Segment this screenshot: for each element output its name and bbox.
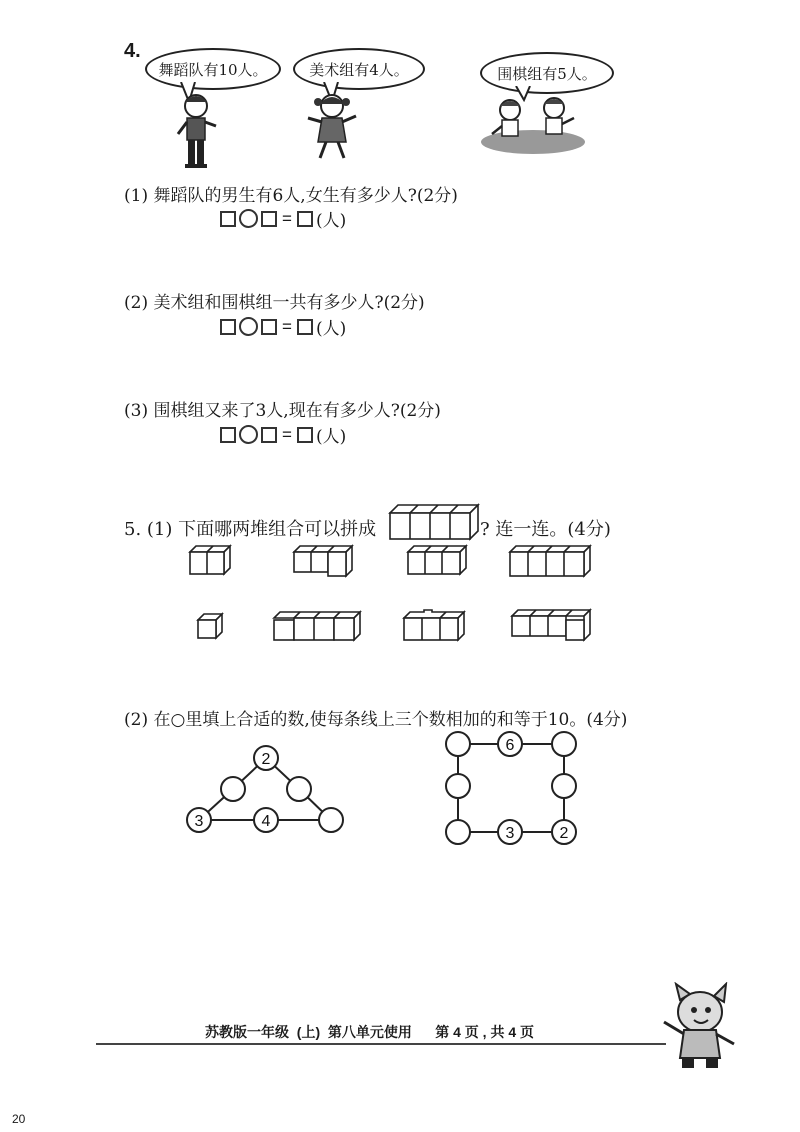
circle-node-empty[interactable] — [319, 808, 343, 832]
question-5-1-prefix: 5. (1) 下面哪两堆组合可以拼成 — [124, 519, 377, 540]
speech-bubble-art-text: 美术组有4人。 — [309, 60, 409, 79]
question-5-1-suffix: ? 连一连。(4分) — [480, 519, 611, 540]
answer-box[interactable] — [297, 427, 313, 443]
speech-bubble-art — [293, 48, 425, 90]
equation-4-1 — [220, 206, 346, 231]
unit-label: (人) — [315, 427, 347, 447]
square-top-middle-number: 6 — [505, 737, 515, 754]
equals-sign: = — [282, 316, 292, 336]
cube-pile-3-stepped[interactable] — [292, 544, 356, 580]
equals-sign: = — [282, 424, 292, 444]
answer-box[interactable] — [220, 211, 236, 227]
cube-pile-4-stepped[interactable] — [510, 608, 592, 642]
equation-4-3 — [220, 422, 346, 447]
triangle-figure — [178, 736, 354, 844]
answer-box[interactable] — [220, 427, 236, 443]
question-4-number: 4. — [124, 40, 141, 62]
square-bottom-right-number: 2 — [559, 825, 569, 842]
answer-box[interactable] — [297, 211, 313, 227]
speech-bubble-go-text: 围棋组有5人。 — [497, 64, 597, 83]
circle-node-empty[interactable] — [552, 732, 576, 756]
question-5-2: (2) 在○里填上合适的数,使每条线上三个数相加的和等于10。(4分) — [124, 710, 628, 730]
equation-4-2 — [220, 314, 346, 339]
answer-box[interactable] — [261, 427, 277, 443]
question-4-2: (2) 美术组和围棋组一共有多少人?(2分) — [124, 293, 425, 313]
question-4-1: (1) 舞蹈队的男生有6人,女生有多少人?(2分) — [124, 186, 458, 206]
cube-pile-3-notched[interactable] — [402, 608, 466, 642]
footer-divider — [96, 1043, 666, 1045]
answer-box[interactable] — [261, 211, 277, 227]
footer-text: 苏教版一年级 (上) 第八单元使用 第 4 页 , 共 4 页 — [205, 1024, 535, 1040]
cat-mascot-illustration — [654, 982, 740, 1072]
cube-pile-5-stepped[interactable] — [272, 608, 362, 642]
cube-pile-5[interactable] — [508, 542, 592, 578]
circle-node-empty[interactable] — [221, 777, 245, 801]
square-bottom-middle-number: 3 — [505, 825, 515, 842]
operator-circle[interactable] — [239, 425, 258, 444]
triangle-top-number: 2 — [261, 751, 271, 768]
square-figure — [440, 728, 580, 852]
speech-bubble-go — [480, 52, 614, 94]
cube-pile-1[interactable] — [196, 612, 224, 640]
triangle-bottom-middle-number: 4 — [261, 813, 271, 830]
circle-node-empty[interactable] — [446, 732, 470, 756]
unit-label: (人) — [315, 211, 347, 231]
answer-box[interactable] — [297, 319, 313, 335]
target-cube-shape — [388, 503, 480, 541]
girl-illustration — [302, 92, 362, 164]
page-number: 20 — [12, 1112, 26, 1126]
circle-node-empty[interactable] — [446, 820, 470, 844]
answer-box[interactable] — [261, 319, 277, 335]
answer-box[interactable] — [220, 319, 236, 335]
cube-pile-2[interactable] — [188, 544, 232, 576]
unit-label: (人) — [315, 319, 347, 339]
circle-node-empty[interactable] — [446, 774, 470, 798]
go-players-illustration — [478, 90, 588, 156]
triangle-bottom-left-number: 3 — [194, 813, 204, 830]
operator-circle[interactable] — [239, 209, 258, 228]
operator-circle[interactable] — [239, 317, 258, 336]
speech-bubble-dance — [145, 48, 281, 90]
equals-sign: = — [282, 208, 292, 228]
boy-illustration — [172, 92, 222, 170]
cube-pile-3[interactable] — [406, 544, 468, 576]
speech-bubble-dance-text: 舞蹈队有10人。 — [158, 60, 268, 79]
circle-node-empty[interactable] — [287, 777, 311, 801]
circle-node-empty[interactable] — [552, 774, 576, 798]
question-4-3: (3) 围棋组又来了3人,现在有多少人?(2分) — [124, 401, 441, 421]
